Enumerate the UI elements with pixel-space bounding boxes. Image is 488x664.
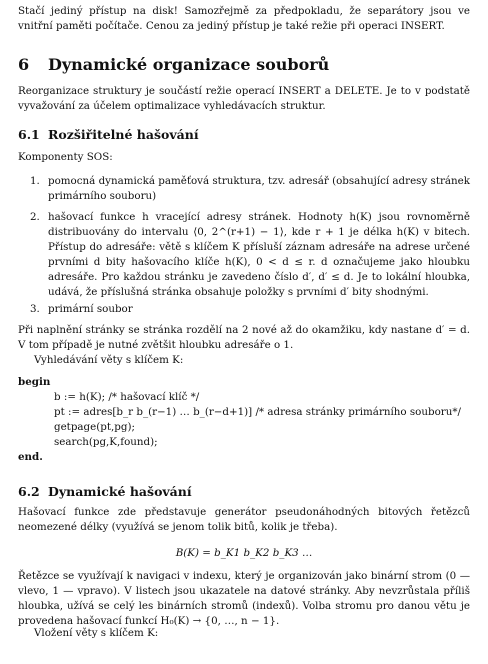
code-line: getpage(pt,pg); [54, 421, 135, 433]
section-6-paragraph: Reorganizace struktury je součástí režie operací INSERT a DELETE. Je to v podstatě vyvažování za účelem optimalizace vyhledávacích struktur. [18, 85, 470, 112]
section-6-2-paragraph-1: Hašovací funkce zde představuje generátor pseudonáhodných bitových řetězců neomezené délky (využívá se jenom tolik bitů, kolik je třeba). [18, 506, 470, 533]
list-number: 1. [30, 175, 40, 187]
section-6-2-paragraph-3: Vložení věty s klíčem K: [34, 627, 159, 639]
list-item [30, 210, 470, 300]
section-title: Rozšiřitelné hašování [48, 127, 199, 142]
list-text: pomocná dynamická paměťová struktura, tzv. adresář (obsahující adresy stránek primárního souboru) [48, 175, 470, 202]
code-line: pt := adres[b_r b_(r−1) … b_(r−d+1)] /* adresa stránky primárního souboru*/ [54, 406, 461, 418]
section-6-heading [18, 55, 329, 75]
section-6-1-heading [18, 127, 199, 143]
code-end: end. [18, 451, 43, 463]
list-number: 3. [30, 303, 40, 315]
section-number: 6.2 [18, 484, 40, 499]
section-6-2-paragraph-2: Řetězce se využívají k navigaci v indexu, který je organizován jako binární strom (0 — vlevo, 1 — vpravo). V listech jsou ukazatele na datové stránky. Aby nevzrůstala příliš hloubka, užívá se celý les binárních stromů (indexů). Volba stromu pro danou větu je provedena hašovací funkcí H₀(K) → {0, …, n − 1}. [18, 570, 470, 627]
section-number: 6.1 [18, 127, 40, 142]
code-line: b := h(K); /* hašovací klíč */ [54, 391, 200, 403]
list-text: primární soubor [48, 303, 133, 315]
code-line: search(pg,K,found); [54, 436, 158, 448]
list-item [30, 174, 470, 204]
section-6-2-heading [18, 484, 192, 500]
components-label: Komponenty SOS: [18, 151, 113, 163]
section-title: Dynamické organizace souborů [48, 55, 330, 74]
section-6-1-paragraph-1: Při naplnění stránky se stránka rozdělí na 2 nové až do okamžiku, kdy nastane d′ = d. V tom případě je nutné zvětšit hloubku adresáře o 1. [18, 324, 470, 351]
list-number: 2. [30, 211, 40, 223]
section-number: 6 [18, 55, 30, 74]
list-text: hašovací funkce h vracející adresy stránek. Hodnoty h(K) jsou rovnoměrně distribuovány do intervalu ⟨0, 2^(r+1) − 1⟩, kde r + 1 je délka h(K) v bitech. Přístup do adresáře: větě s klíčem K přísluší záznam adresáře na adrese určené prvními d bity hašovacího klíče h(K), 0 < d ≤ r. d označujeme jako hloubku adresáře. Pro každou stránku je zavedeno číslo d′, d′ ≤ d. Je to lokální hloubka, udává, že příslušná stránka obsahuje položky s prvními d′ bity shodnými. [48, 211, 470, 298]
section-6-1-paragraph-2: Vyhledávání věty s klíčem K: [34, 354, 184, 366]
code-begin: begin [18, 376, 51, 388]
intro-paragraph: Stačí jediný přístup na disk! Samozřejmě za předpokladu, že separátory jsou ve vnitřní paměti počítače. Cenou za jediný přístup je také režie při operaci INSERT. [18, 5, 470, 32]
section-title: Dynamické hašování [48, 484, 192, 499]
formula: B(K) = b_K1 b_K2 b_K3 … [175, 547, 313, 559]
algorithm-block [18, 375, 470, 465]
list-item [30, 302, 470, 317]
